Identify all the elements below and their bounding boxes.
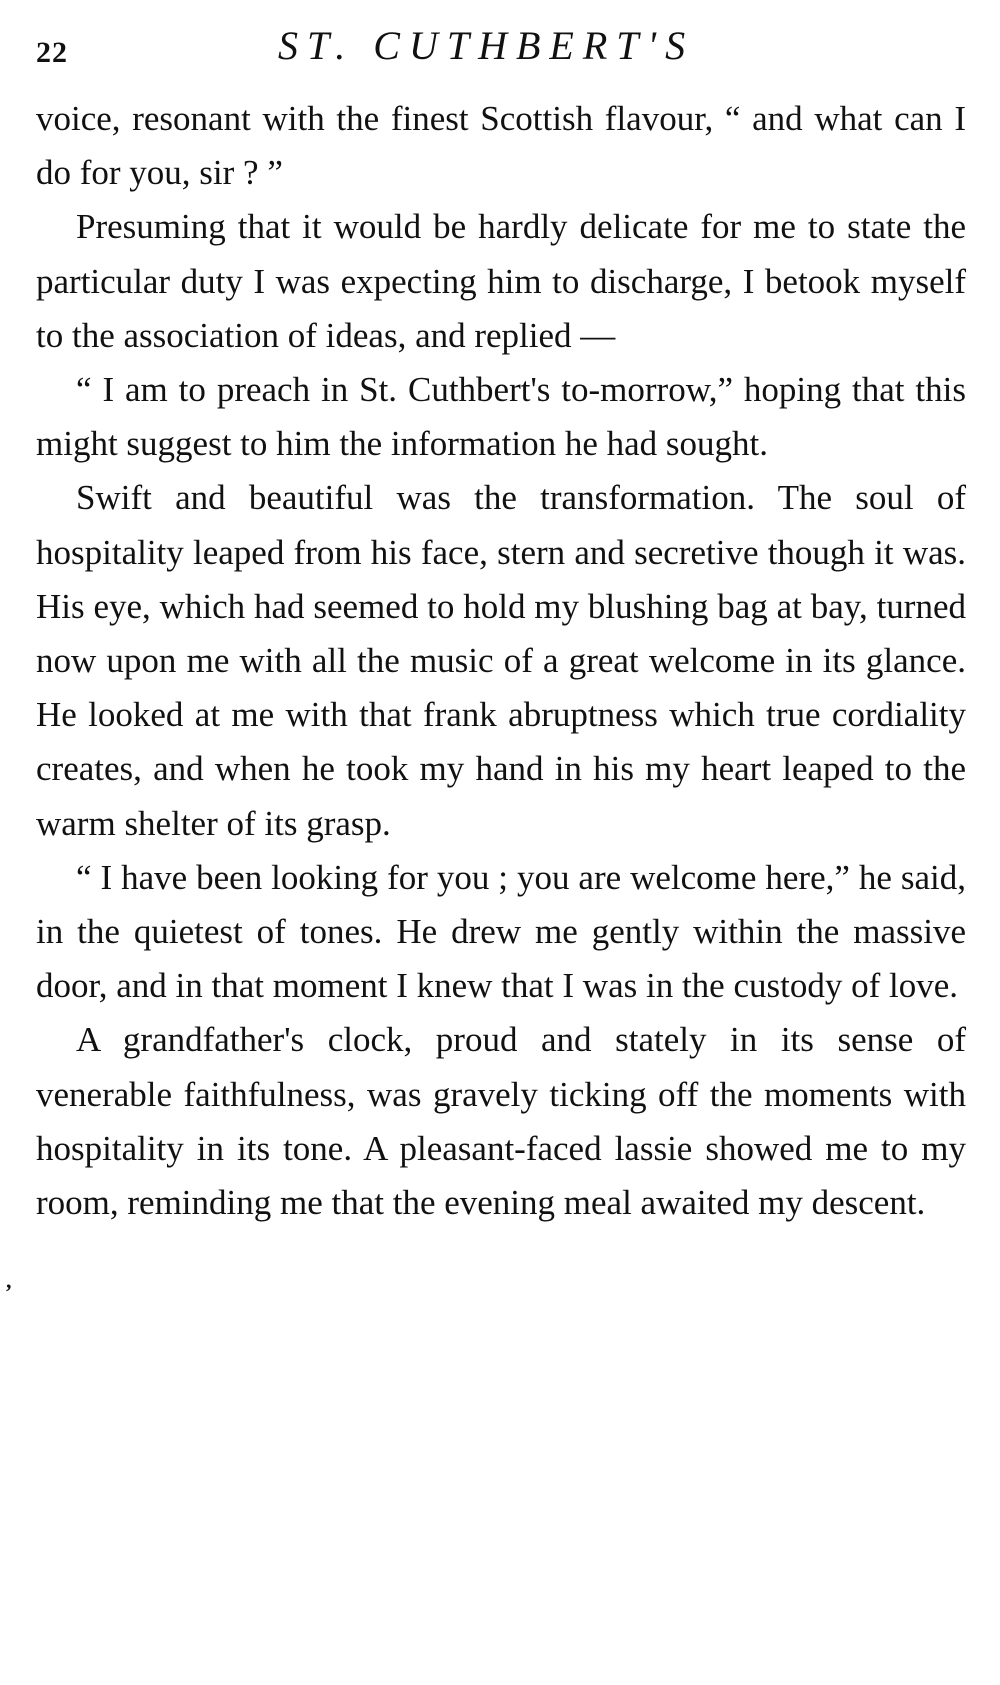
paragraph: Swift and beautiful was the transformation. The soul of hospitality leaped from his face, stern and secretive though it was. His eye, which had seemed to hold my blushing bag at bay, turned now upon me with all the music of a great welcome in its glance. He looked at me with that frank abruptness which true cordiality creates, and when he took my hand in his my heart leaped to the warm shelter of its grasp. bbox=[36, 478, 966, 843]
paragraph-continued: voice, resonant with the finest Scottish flavour, “ and what can I do for you, sir ? ” bbox=[36, 99, 966, 193]
stray-print-mark: , bbox=[6, 1268, 12, 1293]
page-number: 22 bbox=[36, 36, 68, 69]
running-title: ST. CUTHBERT'S bbox=[278, 23, 695, 68]
running-head bbox=[36, 22, 964, 82]
paragraph: “ I am to preach in St. Cuthbert's to-morrow,” hoping that this might suggest to him the information he had sought. bbox=[36, 370, 966, 464]
body-text bbox=[36, 92, 966, 1230]
paragraph: “ I have been looking for you ; you are welcome here,” he said, in the quietest of tones. He drew me gently within the massive door, and in that moment I knew that I was in the custody of love. bbox=[36, 857, 966, 1006]
paragraph: A grandfather's clock, proud and stately in its sense of venerable faithfulness, was gravely ticking off the moments with hospitality in its tone. A pleasant-faced lassie showed me to my room, reminding me that the evening meal awaited my descent. bbox=[36, 1020, 966, 1223]
paragraph: Presuming that it would be hardly delicate for me to state the particular duty I was expecting him to discharge, I betook myself to the association of ideas, and replied — bbox=[36, 207, 966, 355]
